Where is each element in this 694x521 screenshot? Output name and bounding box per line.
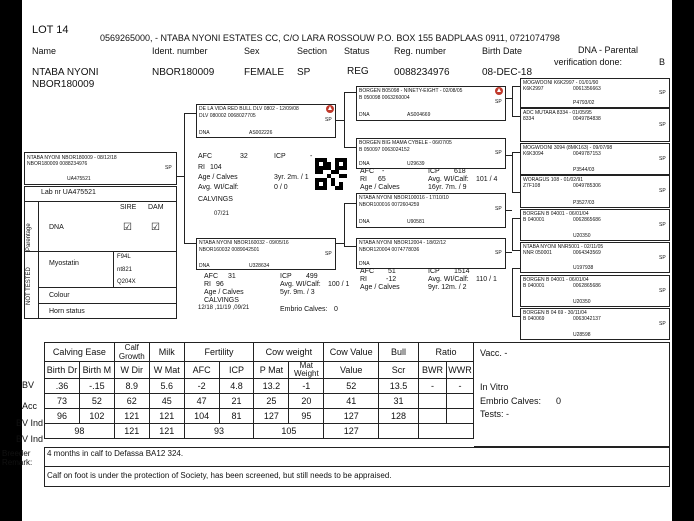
- ggp-line1: BORGEN B 04001 - 06/01/04: [523, 211, 589, 217]
- ds-dna: U90581: [407, 219, 425, 225]
- bull-logo-icon: [494, 86, 504, 96]
- animal-name: NTABA NYONI: [32, 67, 99, 78]
- table-cell: [418, 394, 446, 409]
- ggp-line1: MOGWOONI 3094 (8MK163) - 09/07/98: [523, 145, 613, 151]
- table-cell: 45: [149, 394, 184, 409]
- dd-line1: NTABA NYONI NBOR12004 - 18/02/12: [359, 240, 446, 246]
- sire-age-calves: 3yr. 2m. / 1: [274, 174, 309, 181]
- dam-age-calves-label: Age / Calves: [204, 289, 244, 296]
- ggp-line2: K6K2997: [523, 86, 544, 92]
- header-status: Status: [344, 46, 370, 56]
- ggp-line4: U20350: [573, 299, 591, 305]
- table-cell: 98: [45, 424, 115, 439]
- lab-sire-header: SIRE: [120, 204, 137, 211]
- sd-afc-label: AFC: [360, 168, 374, 175]
- ss-line2: B 050098 0063260004: [359, 95, 410, 101]
- horn-status-label: Horn status: [49, 308, 85, 315]
- dam-icp-label: ICP: [280, 273, 292, 280]
- subhead-birth-dr: Birth Dr: [45, 362, 80, 379]
- group-calving-ease: Calving Ease: [45, 343, 115, 362]
- table-cell: 105: [254, 424, 324, 439]
- ggp-line3: 0063042137: [573, 316, 601, 322]
- myostatin-f94l: F94L: [117, 254, 131, 260]
- table-cell: 95: [289, 409, 324, 424]
- header-sex: Sex: [244, 46, 260, 56]
- ggp-box-8: [520, 308, 670, 340]
- sire-dna: AS002226: [249, 130, 273, 136]
- tree-line: [344, 203, 345, 246]
- sd-icp: 618: [454, 168, 466, 175]
- dd-afc: 51: [388, 268, 396, 275]
- header-verification: verification done:: [554, 57, 623, 67]
- table-cell: 4.8: [219, 379, 254, 394]
- ggp-line3: 0061356663: [573, 86, 601, 92]
- table-cell: 47: [184, 394, 219, 409]
- table-cell: 81: [219, 409, 254, 424]
- sire-sire-box: [356, 86, 506, 121]
- subhead-mat-weight: Mat Weight: [289, 362, 324, 379]
- owner-line: 0569265000, - NTABA NYONI ESTATES CC, C/O LARA ROSSOUW P.O. BOX 155 BADPLAAS 0911, 0721074798: [100, 33, 560, 43]
- table-cell: 41: [324, 394, 379, 409]
- ggp-line4: U20350: [573, 233, 591, 239]
- table-cell: 13.2: [254, 379, 289, 394]
- tree-line: [184, 113, 196, 114]
- tree-line: [512, 86, 513, 116]
- dd-line2: NBOR120004 0074778036: [359, 247, 420, 253]
- ggp-section: SP: [659, 288, 666, 294]
- dd-ri: -12: [386, 276, 397, 283]
- sd-avg-wi: 101 / 4: [476, 176, 498, 183]
- dam-avg-wi: 100 / 1: [328, 281, 350, 288]
- tree-line: [512, 218, 513, 250]
- ggp-line1: MOGWOONI K6K2997 - 01/01/90: [523, 80, 599, 86]
- ggp-line2: Z7F108: [523, 183, 541, 189]
- ggp-box-2: [520, 108, 670, 142]
- sire-age-calves-label: Age / Calves: [198, 174, 238, 181]
- sire-dna-label: DNA: [199, 130, 210, 136]
- dam-dna-label: DNA: [199, 263, 210, 269]
- tree-line: [184, 113, 185, 243]
- table-cell: 127: [324, 409, 379, 424]
- tree-line: [506, 252, 512, 253]
- ggp-line2: B 040069: [523, 316, 545, 322]
- sd-icp-label: ICP: [428, 168, 440, 175]
- table-row: [45, 394, 474, 409]
- subhead-w-mat: W Mat: [149, 362, 184, 379]
- ds-line2: NBOR100016 0072604259: [359, 202, 420, 208]
- table-cell: 21: [219, 394, 254, 409]
- ss-line1: BORGEN B05098 - NINETY-EIGHT - 02/08/05: [359, 88, 463, 94]
- sd-age-calves: 16yr. 7m. / 9: [428, 184, 467, 191]
- ggp-line2: B 040001: [523, 283, 545, 289]
- dd-avg-wi-label: Avg. WI/Calf:: [428, 276, 469, 283]
- ggp-line3: 0049787153: [573, 151, 601, 157]
- sire-calvings: 07/21: [214, 211, 230, 217]
- ggp-box-5: [520, 209, 670, 241]
- tree-line: [512, 218, 520, 219]
- lot-document: [2, 0, 672, 521]
- ggp-line4: U197938: [573, 265, 594, 271]
- sire-afc: 32: [240, 153, 248, 160]
- subhead-wwr: WWR: [446, 362, 473, 379]
- tree-line: [512, 192, 520, 193]
- ggp-line4: P3527/03: [573, 200, 595, 206]
- table-cell: [446, 394, 473, 409]
- tree-line: [344, 92, 345, 147]
- group-cow-value: Cow Value: [324, 343, 379, 362]
- tree-line: [512, 152, 513, 192]
- qr-code-icon: [315, 158, 347, 190]
- tree-line: [344, 246, 356, 247]
- tree-line: [512, 116, 520, 117]
- ggp-section: SP: [659, 321, 666, 327]
- subhead-scr: Scr: [379, 362, 419, 379]
- tree-line: [344, 203, 356, 204]
- sd-section: SP: [495, 150, 502, 156]
- myostatin-q204x: Q204X: [117, 279, 136, 285]
- table-cell: 128: [379, 409, 419, 424]
- ggp-line1: WORAGUS 108 - 01/02/91: [523, 177, 584, 183]
- table-row: [45, 409, 474, 424]
- table-cell: 62: [114, 394, 149, 409]
- dam-dam-box: [356, 238, 506, 269]
- table-cell: [379, 424, 419, 439]
- table-cell: -: [446, 379, 473, 394]
- ggp-line3: 0062865686: [573, 283, 601, 289]
- row-label-acc: Acc: [22, 401, 38, 411]
- table-cell: 121: [114, 409, 149, 424]
- lot-number: LOT 14: [32, 24, 69, 36]
- dam-ri-label: RI: [204, 281, 211, 288]
- sd-line2: B 050097 0063024152: [359, 147, 410, 153]
- table-cell: 127: [324, 424, 379, 439]
- animal-status: REG: [347, 66, 369, 77]
- sd-ri: 65: [378, 176, 386, 183]
- table-cell: 5.6: [149, 379, 184, 394]
- sire-dam-box: [356, 138, 506, 169]
- row-label-bv-ind: BV Ind: [16, 418, 44, 428]
- subhead-value: Value: [324, 362, 379, 379]
- tree-line: [336, 243, 344, 244]
- ds-dna-label: DNA: [359, 219, 370, 225]
- ggp-line3: 0064343569: [573, 250, 601, 256]
- table-cell: 96: [45, 409, 80, 424]
- table-cell: 13.5: [379, 379, 419, 394]
- dd-ri-label: RI: [360, 276, 367, 283]
- ggp-line4: U28598: [573, 332, 591, 338]
- dd-icp: 1514: [454, 268, 470, 275]
- table-row: [45, 379, 474, 394]
- dam-afc: 31: [228, 273, 236, 280]
- lab-box: [24, 186, 177, 319]
- vacc-text: Vacc. -: [480, 348, 508, 358]
- header-name: Name: [32, 46, 57, 56]
- breeder-label: Breeder: [2, 449, 31, 458]
- sire-line2: DLV 080002 0068027705: [199, 113, 256, 119]
- sire-calvings-label: CALVINGS: [198, 196, 233, 203]
- dam-dna: U328634: [249, 263, 270, 269]
- dd-avg-wi: 110 / 1: [476, 276, 497, 283]
- table-cell: 93: [184, 424, 254, 439]
- header-reg: Reg. number: [394, 46, 447, 56]
- dam-icp: 499: [306, 273, 318, 280]
- subject-dna: UA475521: [67, 176, 91, 182]
- tests-text: Tests: -: [480, 409, 510, 419]
- sd-line1: BORGEN BIG MAMA CYBELE - 06/07/05: [359, 140, 452, 146]
- table-cell: -.15: [79, 379, 114, 394]
- subhead-icp: ICP: [219, 362, 254, 379]
- sd-avg-wi-label: Avg. WI/Calf:: [428, 176, 469, 183]
- ggp-line1: BORGEN B 04 69 - 30/11/04: [523, 310, 587, 316]
- ds-section: SP: [495, 206, 502, 212]
- dd-dna-label: DNA: [359, 261, 370, 267]
- verification-value: B: [659, 57, 666, 67]
- subject-line1: NTABA NYONI NBOR180009 - 08/12/18: [27, 155, 117, 161]
- table-cell: -1: [289, 379, 324, 394]
- embrio-calves-label: Embrio Calves:: [480, 396, 542, 406]
- dd-icp-label: ICP: [428, 268, 440, 275]
- tree-line: [506, 210, 512, 211]
- dam-age-calves: 5yr. 9m. / 3: [280, 289, 315, 296]
- sire-ri: 104: [210, 164, 222, 171]
- ggp-box-3: [520, 143, 670, 175]
- dam-sire-box: [356, 193, 506, 228]
- dd-age-calves: 9yr. 12m. / 2: [428, 284, 467, 291]
- dam-line2: NBOR160032 0089042501: [199, 247, 260, 253]
- group-fertility: Fertility: [184, 343, 254, 362]
- tree-line: [512, 268, 513, 316]
- animal-name-2: NBOR180009: [32, 79, 95, 90]
- table-cell: 121: [114, 424, 149, 439]
- sd-afc: -: [382, 168, 385, 175]
- myostatin-nt821: nt821: [117, 267, 133, 273]
- row-label-bv: BV: [22, 380, 35, 390]
- table-cell: 102: [79, 409, 114, 424]
- tree-line: [506, 98, 512, 99]
- dam-section: SP: [325, 251, 332, 257]
- sire-section: SP: [325, 117, 332, 123]
- subhead-afc: AFC: [184, 362, 219, 379]
- tree-line: [512, 250, 520, 251]
- sd-dna: U29639: [407, 161, 425, 167]
- sire-ri-label: RI: [198, 164, 205, 171]
- tree-line: [506, 155, 512, 156]
- header-section: Section: [297, 46, 328, 56]
- row-label-bv-ind-2: BV Ind: [16, 434, 44, 444]
- table-cell: 127: [254, 409, 289, 424]
- animal-birth: 08-DEC-18: [482, 67, 533, 78]
- ss-dna-label: DNA: [359, 112, 370, 118]
- ggp-section: SP: [659, 90, 666, 96]
- tree-line: [177, 176, 184, 177]
- table-cell: 52: [79, 394, 114, 409]
- dam-calvings-label: CALVINGS: [204, 297, 239, 304]
- dam-calvings: 12/18 ,11/19 ,09/21: [198, 305, 250, 311]
- remark-text: 4 months in calf to Defassa BA12 324.: [47, 449, 184, 458]
- ggp-line2: NNR 050001: [523, 250, 552, 256]
- sire-check-icon: ☑: [123, 222, 132, 233]
- dam-box: [196, 238, 336, 270]
- header-birth: Birth Date: [482, 46, 523, 56]
- table-cell: 73: [45, 394, 80, 409]
- performance-table: [44, 342, 474, 439]
- tree-line: [512, 268, 520, 269]
- group-bull: Bull: [379, 343, 419, 362]
- group-ratio: Ratio: [418, 343, 473, 362]
- subject-pedigree-box: [24, 152, 177, 185]
- table-cell: 8.9: [114, 379, 149, 394]
- sd-age-calves-label: Age / Calves: [360, 184, 400, 191]
- ggp-section: SP: [659, 156, 666, 162]
- dam-ri: 96: [216, 281, 224, 288]
- group-calf-growth: Calf Growth: [114, 343, 149, 362]
- lab-number: Lab nr UA475521: [41, 189, 96, 196]
- remarks-box: [44, 447, 670, 467]
- subhead-bwr: BWR: [418, 362, 446, 379]
- table-cell: 52: [324, 379, 379, 394]
- sire-avg-wi: 0 / 0: [274, 184, 288, 191]
- sire-icp-label: ICP: [274, 153, 286, 160]
- ss-dna: AS004669: [407, 112, 431, 118]
- tree-line: [344, 92, 356, 93]
- ggp-line3: 0049784838: [573, 116, 601, 122]
- ds-line1: NTABA NYONI NBOR100016 - 17/10/10: [359, 195, 449, 201]
- dam-line1: NTABA NYONI NBOR160032 - 09/05/16: [199, 240, 289, 246]
- ggp-line3: 0049785306: [573, 183, 601, 189]
- dd-afc-label: AFC: [360, 268, 374, 275]
- dam-afc-label: AFC: [204, 273, 218, 280]
- lab-dam-header: DAM: [148, 204, 164, 211]
- ggp-line1: ADC MUTARA 8334 - 01/05/95: [523, 110, 592, 116]
- table-cell: -: [418, 379, 446, 394]
- table-cell: 20: [289, 394, 324, 409]
- ss-section: SP: [495, 99, 502, 105]
- sire-avg-wi-label: Avg. WI/Calf:: [198, 184, 239, 191]
- table-cell: [418, 409, 446, 424]
- table-cell: .36: [45, 379, 80, 394]
- myostatin-label: Myostatin: [49, 260, 79, 267]
- tree-line: [512, 152, 520, 153]
- ggp-line2: B 040001: [523, 217, 545, 223]
- dd-age-calves-label: Age / Calves: [360, 284, 400, 291]
- tree-line: [184, 243, 196, 244]
- table-cell: 25: [254, 394, 289, 409]
- parentage-label: Parentage: [26, 223, 32, 251]
- table-cell: [446, 409, 473, 424]
- ggp-line2: K6K3094: [523, 151, 544, 157]
- subject-section: SP: [165, 165, 172, 171]
- subject-line2: NBOR180009 0088234976: [27, 161, 88, 167]
- sire-afc-label: AFC: [198, 153, 212, 160]
- ggp-box-6: [520, 242, 670, 273]
- subhead-p-mat: P Mat: [254, 362, 289, 379]
- table-cell: -2: [184, 379, 219, 394]
- ggp-box-7: [520, 275, 670, 307]
- not-tested-label: NOT TESTED: [26, 267, 32, 305]
- sd-ri-label: RI: [360, 176, 367, 183]
- sire-box: [196, 104, 336, 138]
- in-vitro-text: In Vitro: [480, 382, 509, 392]
- ggp-section: SP: [659, 222, 666, 228]
- info-panel: [474, 342, 670, 447]
- ggp-line4: P3544/03: [573, 167, 595, 173]
- ggp-box-1: [520, 78, 670, 108]
- sire-icp: -: [310, 153, 313, 160]
- footer-box: [44, 467, 670, 487]
- ggp-line3: 0062865686: [573, 217, 601, 223]
- lab-dna-label: DNA: [49, 224, 64, 231]
- table-row: [45, 424, 474, 439]
- animal-reg: 0088234976: [394, 67, 450, 78]
- dam-embrio-label: Embrio Calves:: [280, 306, 328, 313]
- group-cow-weight: Cow weight: [254, 343, 324, 362]
- colour-label: Colour: [49, 292, 70, 299]
- dd-section: SP: [495, 250, 502, 256]
- remark-label: Remark:: [2, 458, 33, 467]
- ggp-line1: NTABA NYONI NNR5001 - 02/11/05: [523, 244, 604, 250]
- embrio-calves-value: 0: [556, 396, 562, 406]
- subhead-w-dir: W Dir: [114, 362, 149, 379]
- tree-line: [512, 316, 520, 317]
- header-dna-parental: DNA - Parental: [578, 45, 639, 55]
- dam-check-icon: ☑: [151, 222, 160, 233]
- table-cell: 121: [149, 424, 184, 439]
- sd-dna-label: DNA: [359, 161, 370, 167]
- table-cell: 121: [149, 409, 184, 424]
- ggp-line4: P4793/02: [573, 100, 595, 106]
- dam-avg-wi-label: Avg. WI/Calf:: [280, 281, 321, 288]
- ggp-line2: 8334: [523, 116, 535, 122]
- dam-embrio: 0: [334, 306, 338, 313]
- table-cell: 31: [379, 394, 419, 409]
- group-milk: Milk: [149, 343, 184, 362]
- bull-logo-icon: [325, 104, 335, 114]
- subhead-birth-m: Birth M: [79, 362, 114, 379]
- ggp-section: SP: [659, 255, 666, 261]
- animal-section: SP: [297, 67, 311, 78]
- header-ident: Ident. number: [152, 46, 208, 56]
- ggp-section: SP: [659, 188, 666, 194]
- table-cell: 104: [184, 409, 219, 424]
- footer-note: Calf on foot is under the protection of Society, has been screened, but still needs to be appraised.: [47, 471, 392, 480]
- ggp-section: SP: [659, 122, 666, 128]
- animal-sex: FEMALE: [244, 67, 285, 78]
- sire-line1: DE LA VIDA RED BULL DLV 0802 - 12/09/08: [199, 106, 299, 112]
- ggp-box-4: [520, 175, 670, 208]
- tree-line: [336, 120, 344, 121]
- tree-line: [512, 86, 520, 87]
- tree-line: [344, 147, 356, 148]
- animal-ident: NBOR180009: [152, 67, 215, 78]
- ggp-line1: BORGEN B 04001 - 06/01/04: [523, 277, 589, 283]
- table-cell: [418, 424, 473, 439]
